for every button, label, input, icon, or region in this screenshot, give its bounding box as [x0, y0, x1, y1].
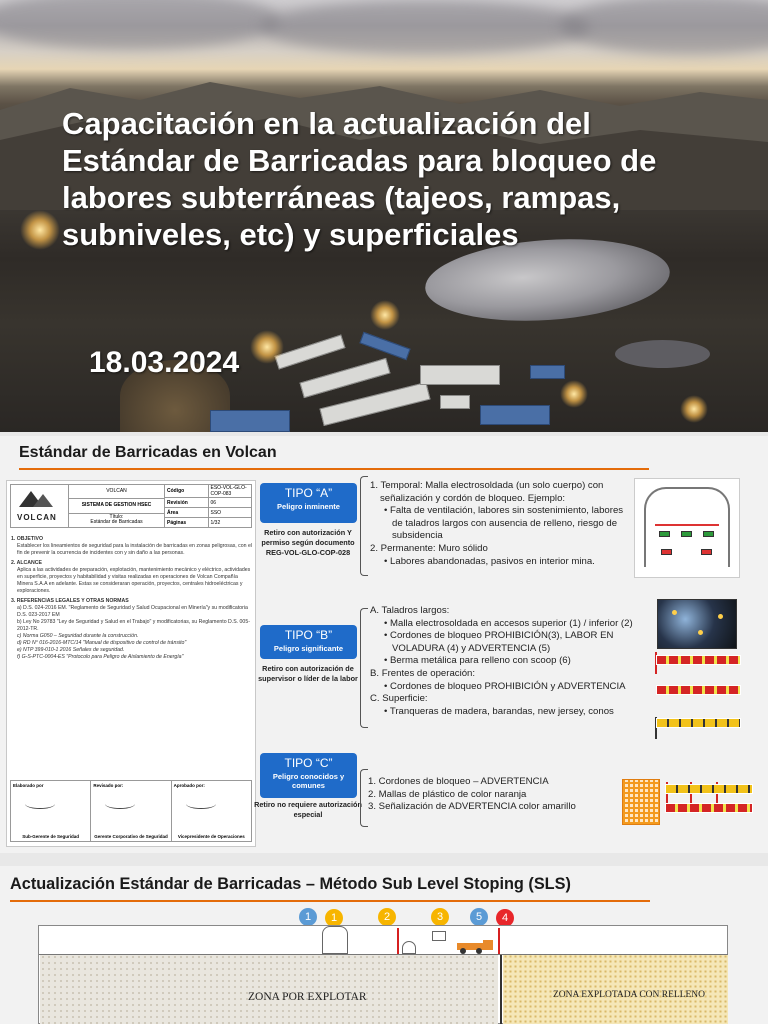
list-subitem: • Berma metálica para relleno con scoop (6) — [370, 655, 655, 668]
doc-title-label: Título: — [109, 514, 124, 521]
backfilled-zone — [503, 954, 728, 1024]
marker-2-yellow: 2 — [378, 908, 396, 926]
lamp-light — [698, 630, 703, 635]
unexploited-zone — [40, 954, 498, 1024]
barricade-diagram-image — [634, 478, 740, 578]
list-item: A. Taladros largos: — [370, 605, 450, 616]
doc-ref-item: e) NTP 399-010-1 2016 Señales de seguridad. — [17, 647, 125, 653]
cloud-shape — [0, 0, 280, 50]
marker-5-blue: 5 — [470, 908, 488, 926]
cloud-shape — [260, 0, 590, 55]
list-subitem: • Tranqueras de madera, barandas, new jersey, conos — [370, 706, 655, 719]
doc-section-heading: 3. REFERENCIAS LEGALES Y OTRAS NORMAS — [11, 598, 129, 604]
tipo-a-badge — [260, 483, 357, 523]
list-subitem: • Falta de ventilación, labores sin sostenimiento, labores de taladros largos con ausencia de relleno, riesgo de subsidencia — [370, 505, 632, 543]
list-item: 2. Mallas de plástico de color naranja — [368, 788, 527, 800]
tipo-b-note: Retiro con autorización de supervisor o líder de la labor — [258, 664, 358, 683]
tipo-a-note: Retiro con autorización Y permiso según documento REG-VOL-GLO-COP-028 — [261, 528, 355, 557]
doc-field-key: Código — [165, 485, 209, 497]
sign-tag — [659, 531, 670, 537]
tipo-b-subtitle: Peligro significante — [273, 644, 344, 653]
doc-section-heading: 1. OBJETIVO — [11, 536, 43, 542]
underground-photo — [657, 599, 737, 649]
cover-date: 18.03.2024 — [89, 346, 240, 379]
doc-field-key: Área — [165, 508, 209, 517]
signature-role: Vicepresidente de Operaciones — [177, 834, 245, 839]
building-shape — [359, 332, 410, 360]
doc-ref-item: a) D.S. 024-2016 EM. "Reglamento de Seguridad y Salud Ocupacional en Minería"y su modificatoria D.S. 023-2017 EM — [17, 605, 248, 618]
cover-slide — [0, 0, 768, 432]
building-shape — [440, 395, 470, 409]
list-subitem: • Cordones de bloqueo PROHIBICIÓN y ADVERTENCIA — [370, 681, 655, 694]
marker-3-yellow: 3 — [431, 908, 449, 926]
lamp-light — [672, 610, 677, 615]
sign-tag — [701, 549, 712, 555]
signature-head: Elaborado por — [13, 783, 44, 788]
list-item: 1. Temporal: Malla electrosoldada (un solo cuerpo) con señalización y cordón de bloqueo. Ejemplo: — [370, 480, 604, 504]
tipo-c-subtitle: Peligro conocidos y comunes — [272, 772, 345, 790]
barrier-band — [655, 524, 719, 526]
access-drift — [402, 941, 416, 954]
doc-section-text: Establecer los lineamientos de seguridad para la instalación de barricadas en zonas peligrosas, con el fin de prevenir la ocurrencia de incidentes con y sin daño a las personas. — [17, 543, 253, 556]
doc-field-value: SSO — [210, 509, 222, 516]
building-shape — [300, 358, 391, 398]
orange-mesh-image — [622, 779, 660, 825]
doc-ref-item: c) Norma G050 – Seguridad durante la construcción. — [17, 633, 139, 639]
signature-scribble — [25, 799, 55, 809]
tipo-c-label: TIPO “C” — [284, 756, 333, 770]
sign-tag — [681, 531, 692, 537]
document-header — [10, 484, 252, 528]
tipo-a-subtitle: Peligro inminente — [277, 502, 340, 511]
list-subitem: • Malla electrosoldada en accesos superior (1) / inferior (2) — [370, 618, 655, 631]
doc-ref-item: f) G-S-PTC-0004-ES "Protocolo para Peligro de Aislamiento de Energía" — [17, 654, 184, 660]
lamp-light — [718, 614, 723, 619]
warning-tape-image — [665, 784, 753, 794]
signature-role: Sub-Gerente de Seguridad — [22, 834, 80, 839]
building-shape — [275, 335, 346, 370]
list-item: B. Frentes de operación: — [370, 667, 476, 679]
tipo-b-badge — [260, 625, 357, 659]
signature-head: Revisado por: — [93, 783, 124, 788]
tipo-c-badge — [260, 753, 357, 798]
document-body — [11, 533, 253, 661]
signature-cell — [172, 781, 251, 841]
prohibition-tape-image — [665, 803, 753, 813]
signature-cell — [11, 781, 91, 841]
stope-boundary — [500, 954, 502, 1024]
building-shape — [210, 410, 290, 432]
site-light — [250, 330, 284, 364]
volcan-logo — [11, 485, 69, 527]
logo-text: VOLCAN — [17, 513, 57, 522]
logo-peak-shape — [33, 494, 53, 507]
building-shape — [480, 405, 550, 425]
list-subitem: • Labores abandonadas, pasivos en interior mina. — [370, 556, 632, 569]
list-item: 3. Señalización de ADVERTENCIA color amarillo — [368, 801, 576, 813]
tipo-b-list — [370, 605, 655, 718]
list-subitem: • Cordones de bloqueo PROHIBICIÓN(3), LABOR EN VOLADURA (4) y ADVERTENCIA (5) — [370, 630, 655, 655]
sign-tag — [661, 549, 672, 555]
marker-4-red: 4 — [496, 909, 514, 927]
doc-field-value: 1/32 — [210, 519, 221, 526]
list-item: 2. Permanente: Muro sólido — [370, 542, 488, 554]
tipo-b-label: TIPO “B” — [284, 628, 333, 642]
prohibition-tape-image — [656, 655, 741, 665]
gallery-outline — [644, 487, 730, 567]
signature-table — [10, 780, 252, 842]
slide-separator — [0, 853, 768, 866]
tipo-c-list — [368, 776, 618, 814]
standard-document-thumbnail — [6, 480, 256, 847]
barrier-line — [397, 928, 399, 954]
title-underline — [10, 900, 650, 902]
tipo-c-brace — [360, 769, 368, 827]
signature-scribble — [105, 799, 135, 809]
doc-section-text: Aplica a las actividades de preparación, explotación, mantenimiento mecánico y eléctrico, actividades en superficie, proyectos y habitabilidad y visitas realizadas en operaciones de Volcan Compañía Minera S.A.A en adelante. Estas se consideraran operación, proyectos, centrales hidroeléctricas y exploraciones. — [17, 567, 251, 594]
doc-section-heading: 2. ALCANCE — [11, 560, 42, 566]
prohibition-tape-image — [656, 685, 741, 695]
cloud-shape — [560, 0, 768, 55]
signature-cell — [91, 781, 171, 841]
site-light — [560, 380, 588, 408]
signature-role: Gerente Corporativo de Seguridad — [94, 834, 168, 839]
access-drift — [322, 926, 348, 954]
scoop-icon — [451, 938, 499, 954]
slide-title: Estándar de Barricadas en Volcan — [19, 444, 277, 461]
marker-1-blue: 1 — [299, 908, 317, 926]
sign-tag — [703, 531, 714, 537]
doc-field-key: Revisión — [165, 498, 209, 507]
tipo-a-label: TIPO “A” — [284, 486, 333, 500]
doc-field-value: 06 — [210, 499, 217, 506]
doc-title-value: Estándar de Barricadas — [90, 519, 143, 526]
sls-section-diagram — [38, 925, 728, 1024]
building-shape — [530, 365, 565, 379]
marker-1-yellow: 1 — [325, 909, 343, 927]
signature-head: Aprobado por: — [173, 783, 205, 788]
building-shape — [420, 365, 500, 385]
zone-right-label: ZONA EXPLOTADA CON RELLENO — [553, 990, 706, 1000]
title-underline — [19, 468, 649, 470]
tipo-a-list — [370, 480, 632, 568]
doc-field-value: ESO-VOL-GLO-COP-083 — [210, 485, 247, 497]
cover-title: Capacitación en la actualización del Estándar de Barricadas para bloqueo de labores subterráneas (tajeos, rampas, subniveles, etc) y superficiales — [62, 106, 657, 252]
list-item: C. Superficie: — [370, 693, 428, 705]
doc-ref-item: d) RD N° 016-2016-MTC/14 "Manual de dispositivo de control de tránsito" — [17, 640, 187, 646]
tipo-b-brace — [360, 608, 368, 728]
doc-title-cell — [69, 514, 164, 527]
doc-company: VOLCAN — [69, 485, 164, 499]
level-line — [39, 954, 728, 955]
site-light — [680, 395, 708, 423]
access-drift — [432, 931, 446, 941]
site-light — [20, 210, 60, 250]
doc-field-key: Páginas — [165, 518, 209, 527]
doc-ref-item: b) Ley No 29783 "Ley de Seguridad y Salud en el Trabajo" y modificatorias, su Reglamento D.S. 005-2012-TR. — [17, 619, 250, 632]
tipo-c-note: Retiro no requiere autorización especial — [254, 800, 362, 819]
site-light — [370, 300, 400, 330]
zone-left-label: ZONA POR EXPLOTAR — [248, 991, 367, 1003]
tipo-a-brace — [360, 476, 368, 576]
pond-image — [615, 340, 710, 368]
signature-scribble — [186, 799, 216, 809]
doc-system: SISTEMA DE GESTION HSEC — [69, 499, 164, 513]
warning-tape-image — [656, 718, 741, 728]
slide-title: Actualización Estándar de Barricadas – Método Sub Level Stoping (SLS) — [10, 875, 571, 893]
list-item: 1. Cordones de bloqueo – ADVERTENCIA — [368, 776, 549, 787]
